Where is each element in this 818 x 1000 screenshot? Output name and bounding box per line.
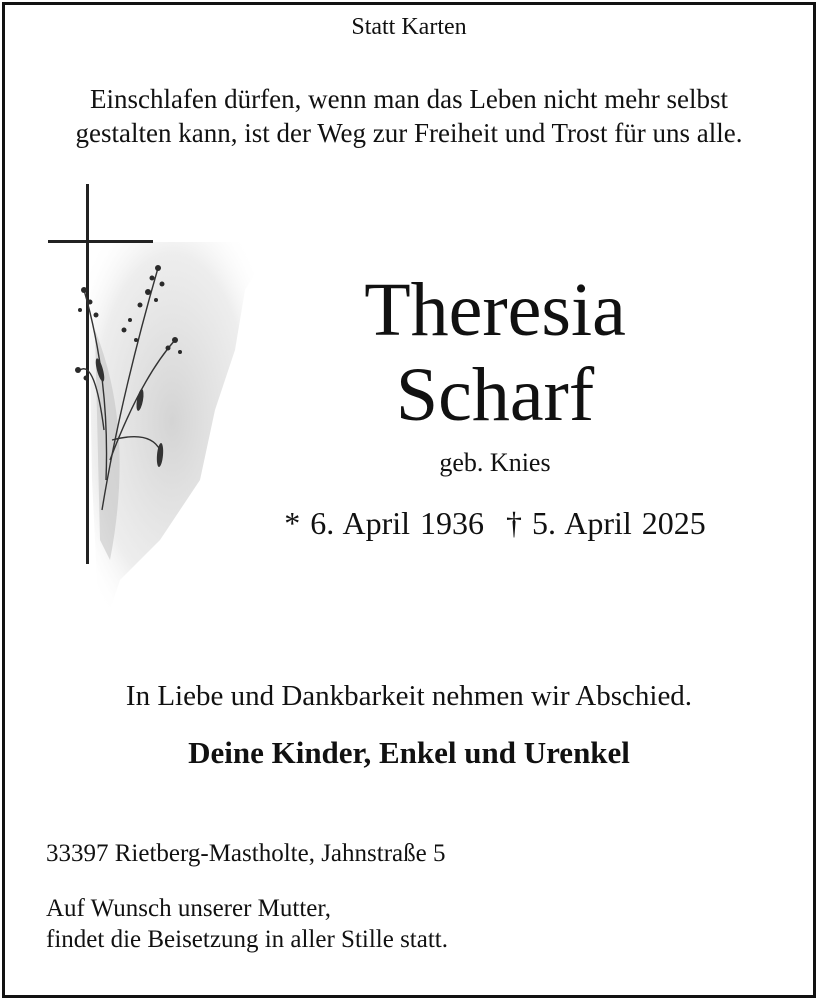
farewell-text: In Liebe und Dankbarkeit nehmen wir Abschied.: [125, 680, 693, 712]
motto-line-2: gestalten kann, ist der Weg zur Freiheit und Trost für uns alle.: [75, 118, 743, 148]
burial-note-line-1: Auf Wunsch unserer Mutter,: [46, 895, 331, 922]
header-text: Statt Karten: [351, 14, 467, 40]
burial-note: [46, 893, 448, 955]
last-name: Scharf: [395, 353, 595, 437]
birth-date: * 6. April 1936: [284, 505, 484, 541]
first-name: Theresia: [364, 268, 626, 352]
motto: [0, 82, 818, 150]
address: 33397 Rietberg-Mastholte, Jahnstraße 5: [46, 840, 446, 867]
cross-with-flowers-icon: [40, 180, 290, 650]
death-date: † 5. April 2025: [506, 505, 706, 541]
family-signature: Deine Kinder, Enkel und Urenkel: [188, 735, 630, 770]
maiden-name: geb. Knies: [439, 448, 551, 477]
motto-line-1: Einschlafen dürfen, wenn man das Leben nicht mehr selbst: [89, 84, 729, 114]
life-dates: [260, 505, 730, 542]
burial-note-line-2: findet die Beisetzung in aller Stille statt.: [46, 926, 448, 953]
